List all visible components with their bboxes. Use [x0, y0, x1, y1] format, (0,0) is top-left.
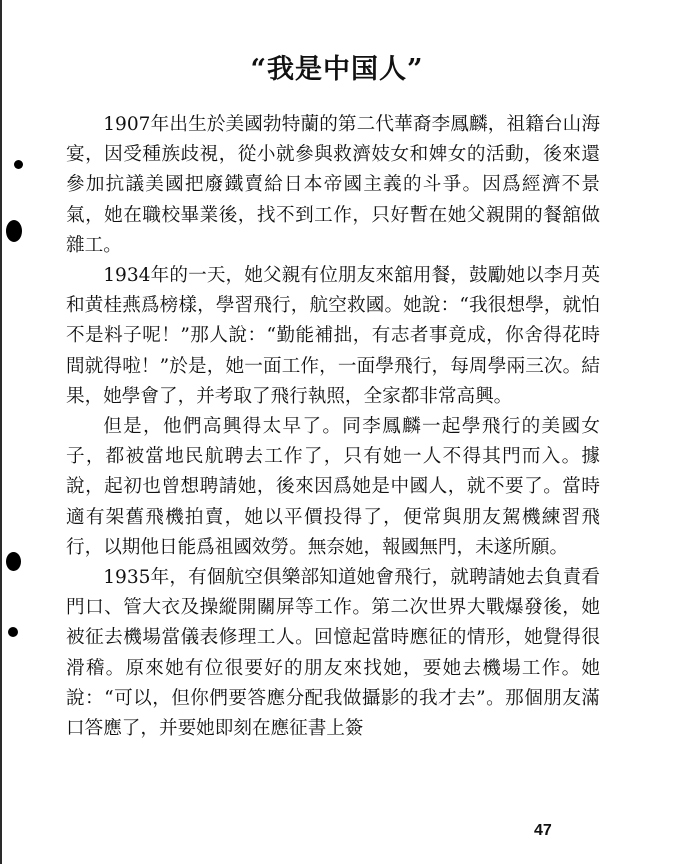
binding-hole [14, 160, 23, 169]
paragraph: 1907年出生於美國勃特蘭的第二代華裔李鳳麟，祖籍台山海宴，因受種族歧視，從小就參與救濟妓女和婢女的活動，後來還參加抗議美國把廢鐵賣給日本帝國主義的斗爭。因爲經濟不景氣，她在職校畢業後，找不到工作，只好暫在她父親開的餐舘做雜工。 [66, 114, 600, 256]
page-edge-line [0, 0, 2, 864]
paragraph: 但是，他們高興得太早了。同李鳳麟一起學飛行的美國女子，都被當地民航聘去工作了，只有她一人不得其門而入。據說，起初也曾想聘請她，後來因爲她是中國人，就不要了。當時適有架舊飛機拍賣，她以平價投得了，便常與朋友駕機練習飛行，以期他日能爲祖國效勞。無奈她，報國無門，未遂所願。 [66, 416, 600, 558]
binding-hole [8, 627, 18, 637]
body-text [66, 110, 600, 744]
paragraph: 1934年的一天，她父親有位朋友來舘用餐，鼓勵她以李月英和黄桂燕爲榜樣，學習飛行，航空救國。她說：“我很想學，就怕不是料子呢！”那人說：“勤能補拙，有志者事竟成，你舍得花時間就得啦！”於是，她一面工作，一面學飛行，每周學兩三次。結果，她學會了，并考取了飛行執照，全家都非常高興。 [66, 265, 600, 407]
paragraph: 1935年，有個航空俱樂部知道她會飛行，就聘請她去負責看門口、管大衣及操縱開關屏等工作。第二次世界大戰爆發後，她被征去機場當儀表修理工人。回憶起當時應征的情形，她覺得很滑稽。原來她有位很要好的朋友來找她，要她去機場工作。她說：“可以，但你們要答應分配我做攝影的我才去”。那個朋友滿口答應了，并要她即刻在應征書上簽 [66, 567, 600, 740]
page-number: 47 [534, 822, 552, 839]
binding-hole [6, 552, 21, 571]
binding-hole [6, 220, 22, 242]
page-title: “我是中国人” [250, 54, 424, 85]
